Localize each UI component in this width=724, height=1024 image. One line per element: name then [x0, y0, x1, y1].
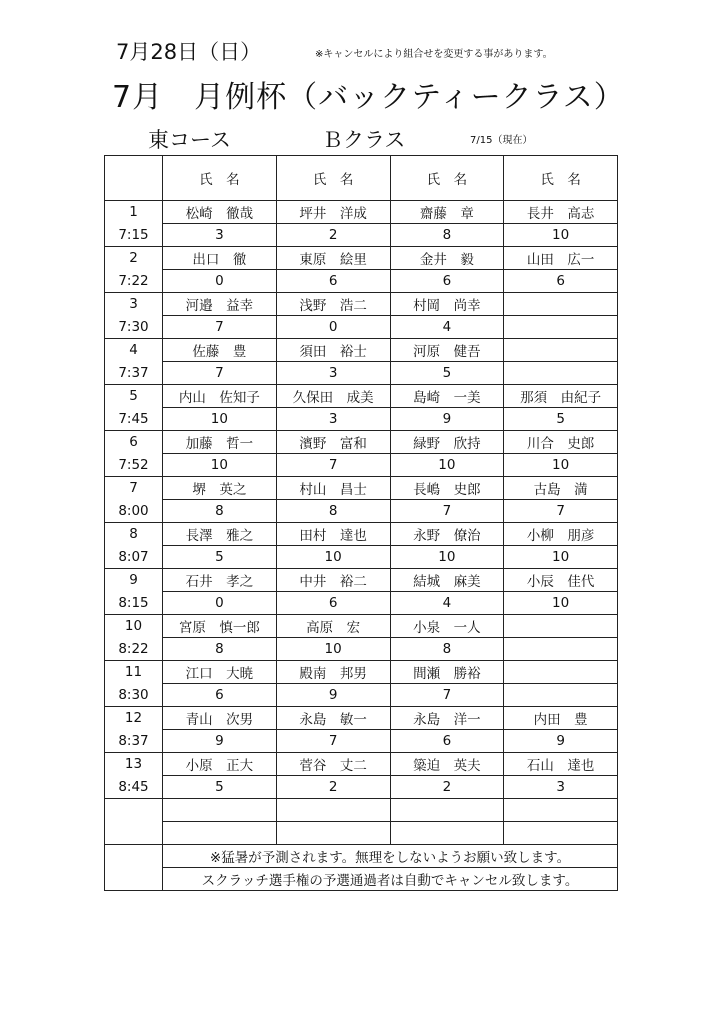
player-name: [504, 293, 618, 316]
group-row-names: [105, 569, 618, 592]
player-name: 中井 裕二: [276, 569, 390, 592]
table-header-row: [105, 156, 618, 201]
group-row-handicaps: [105, 546, 618, 569]
group-number: 9: [105, 569, 163, 592]
group-row-handicaps: [105, 362, 618, 385]
player-handicap: 7: [390, 500, 504, 523]
tee-time: 8:22: [105, 638, 163, 661]
player-handicap: 9: [504, 730, 618, 753]
blank-cell: [504, 822, 618, 845]
blank-cell: [276, 799, 390, 822]
player-name: 江口 大暁: [163, 661, 277, 684]
player-handicap: 10: [504, 546, 618, 569]
event-date: 7月28日（日）: [116, 40, 262, 64]
player-handicap: 8: [163, 638, 277, 661]
group-row-handicaps: [105, 638, 618, 661]
column-header-name: 氏 名: [163, 156, 277, 201]
player-name: 東原 絵里: [276, 247, 390, 270]
blank-cell: [276, 822, 390, 845]
blank-label-cell: [105, 799, 163, 845]
group-number: 1: [105, 201, 163, 224]
group-number: 13: [105, 753, 163, 776]
player-handicap: 10: [504, 454, 618, 477]
player-handicap: 2: [390, 776, 504, 799]
player-handicap: 6: [390, 730, 504, 753]
group-number: 4: [105, 339, 163, 362]
player-name: 簗迫 英夫: [390, 753, 504, 776]
player-handicap: 9: [390, 408, 504, 431]
player-handicap: 10: [163, 454, 277, 477]
column-header-name: 氏 名: [276, 156, 390, 201]
pairing-table: [104, 155, 618, 891]
tee-time: 8:45: [105, 776, 163, 799]
blank-row: [105, 822, 618, 845]
player-name: 青山 次男: [163, 707, 277, 730]
group-row-handicaps: [105, 684, 618, 707]
player-handicap: 3: [504, 776, 618, 799]
player-name: 金井 毅: [390, 247, 504, 270]
group-row-names: [105, 293, 618, 316]
player-handicap: 10: [276, 638, 390, 661]
player-handicap: 8: [276, 500, 390, 523]
player-name: 永島 敏一: [276, 707, 390, 730]
player-handicap: 8: [390, 224, 504, 247]
group-row-handicaps: [105, 316, 618, 339]
player-name: 緑野 欣持: [390, 431, 504, 454]
group-row-handicaps: [105, 270, 618, 293]
player-name: 那須 由紀子: [504, 385, 618, 408]
player-name: 菅谷 丈二: [276, 753, 390, 776]
player-name: 永島 洋一: [390, 707, 504, 730]
group-row-names: [105, 385, 618, 408]
player-handicap: 7: [390, 684, 504, 707]
group-row-names: [105, 247, 618, 270]
player-handicap: 6: [276, 270, 390, 293]
player-name: 殿南 邦男: [276, 661, 390, 684]
player-handicap: 10: [504, 592, 618, 615]
group-row-handicaps: [105, 408, 618, 431]
player-handicap: 2: [276, 776, 390, 799]
player-handicap: 4: [390, 592, 504, 615]
player-name: 小柳 朋彦: [504, 523, 618, 546]
player-name: [504, 339, 618, 362]
footer-label-cell: [105, 845, 163, 891]
group-row-names: [105, 431, 618, 454]
player-name: 村岡 尚幸: [390, 293, 504, 316]
player-handicap: 5: [504, 408, 618, 431]
player-handicap: 5: [163, 776, 277, 799]
class-label: Ｂクラス: [322, 128, 406, 152]
player-name: 松崎 徹哉: [163, 201, 277, 224]
blank-cell: [163, 822, 277, 845]
player-name: 高原 宏: [276, 615, 390, 638]
column-header-name: 氏 名: [504, 156, 618, 201]
header-blank-cell: [105, 156, 163, 201]
player-name: 島崎 一美: [390, 385, 504, 408]
player-name: 宮原 慎一郎: [163, 615, 277, 638]
blank-cell: [504, 799, 618, 822]
blank-cell: [163, 799, 277, 822]
blank-cell: [390, 822, 504, 845]
player-name: 小泉 一人: [390, 615, 504, 638]
group-row-handicaps: [105, 776, 618, 799]
player-name: [504, 615, 618, 638]
player-handicap: [504, 362, 618, 385]
player-handicap: 4: [390, 316, 504, 339]
player-handicap: 0: [163, 592, 277, 615]
player-handicap: 10: [163, 408, 277, 431]
player-name: 浅野 浩二: [276, 293, 390, 316]
page-title: 7月 月例杯（バックティークラス）: [112, 80, 625, 115]
group-row-names: [105, 477, 618, 500]
course-label: 東コース: [148, 128, 231, 152]
player-name: 河原 健吾: [390, 339, 504, 362]
player-name: 長井 高志: [504, 201, 618, 224]
tee-time: 8:30: [105, 684, 163, 707]
player-name: 須田 裕士: [276, 339, 390, 362]
player-handicap: 5: [390, 362, 504, 385]
tee-time: 7:45: [105, 408, 163, 431]
group-number: 12: [105, 707, 163, 730]
player-handicap: 3: [163, 224, 277, 247]
player-name: 結城 麻美: [390, 569, 504, 592]
blank-cell: [390, 799, 504, 822]
player-handicap: 3: [276, 362, 390, 385]
group-number: 5: [105, 385, 163, 408]
player-handicap: 6: [276, 592, 390, 615]
footer-row: [105, 845, 618, 868]
player-handicap: 7: [163, 362, 277, 385]
group-number: 7: [105, 477, 163, 500]
player-name: 出口 徹: [163, 247, 277, 270]
player-handicap: 9: [276, 684, 390, 707]
player-name: 石山 達也: [504, 753, 618, 776]
player-handicap: [504, 684, 618, 707]
group-row-handicaps: [105, 730, 618, 753]
player-name: 古島 満: [504, 477, 618, 500]
blank-row: [105, 799, 618, 822]
player-handicap: 10: [390, 546, 504, 569]
group-row-names: [105, 661, 618, 684]
player-name: 川合 史郎: [504, 431, 618, 454]
player-name: 山田 広一: [504, 247, 618, 270]
player-handicap: 6: [504, 270, 618, 293]
as-of-date: 7/15（現在）: [470, 135, 533, 146]
group-row-names: [105, 615, 618, 638]
player-name: 長嶋 史郎: [390, 477, 504, 500]
player-handicap: 7: [276, 730, 390, 753]
cancellation-note: ※キャンセルにより組合せを変更する事があります。: [315, 49, 553, 60]
group-row-handicaps: [105, 500, 618, 523]
player-name: 小原 正大: [163, 753, 277, 776]
player-handicap: [504, 316, 618, 339]
group-number: 6: [105, 431, 163, 454]
group-row-names: [105, 707, 618, 730]
player-name: 村山 昌士: [276, 477, 390, 500]
tee-time: 7:30: [105, 316, 163, 339]
player-name: 加藤 哲一: [163, 431, 277, 454]
player-name: [504, 661, 618, 684]
player-handicap: 6: [390, 270, 504, 293]
player-handicap: 0: [163, 270, 277, 293]
group-number: 2: [105, 247, 163, 270]
player-handicap: 8: [163, 500, 277, 523]
tee-time: 7:15: [105, 224, 163, 247]
player-name: 間瀬 勝裕: [390, 661, 504, 684]
player-handicap: 5: [163, 546, 277, 569]
player-name: 小辰 佳代: [504, 569, 618, 592]
player-name: 河邉 益幸: [163, 293, 277, 316]
player-name: 内山 佐知子: [163, 385, 277, 408]
group-row-handicaps: [105, 454, 618, 477]
player-handicap: [504, 638, 618, 661]
player-handicap: 9: [163, 730, 277, 753]
footer-row: [105, 868, 618, 891]
player-handicap: 10: [504, 224, 618, 247]
group-row-names: [105, 339, 618, 362]
group-row-names: [105, 753, 618, 776]
player-handicap: 8: [390, 638, 504, 661]
group-row-names: [105, 523, 618, 546]
pairing-table-body: [105, 156, 618, 891]
player-name: 濱野 富和: [276, 431, 390, 454]
group-row-handicaps: [105, 592, 618, 615]
player-name: 永野 僚治: [390, 523, 504, 546]
player-name: 坪井 洋成: [276, 201, 390, 224]
qualifier-cancel-note: スクラッチ選手権の予選通過者は自動でキャンセル致します。: [163, 868, 618, 891]
group-number: 3: [105, 293, 163, 316]
tee-time: 8:37: [105, 730, 163, 753]
player-handicap: 10: [276, 546, 390, 569]
player-name: 久保田 成美: [276, 385, 390, 408]
tee-time: 8:00: [105, 500, 163, 523]
group-number: 10: [105, 615, 163, 638]
player-handicap: 7: [504, 500, 618, 523]
tee-time: 7:37: [105, 362, 163, 385]
player-name: 内田 豊: [504, 707, 618, 730]
player-handicap: 7: [163, 316, 277, 339]
column-header-name: 氏 名: [390, 156, 504, 201]
player-handicap: 3: [276, 408, 390, 431]
player-name: 田村 達也: [276, 523, 390, 546]
player-handicap: 2: [276, 224, 390, 247]
group-row-names: [105, 201, 618, 224]
tee-time: 7:52: [105, 454, 163, 477]
player-name: 長澤 雅之: [163, 523, 277, 546]
player-handicap: 0: [276, 316, 390, 339]
group-number: 8: [105, 523, 163, 546]
player-name: 佐藤 豊: [163, 339, 277, 362]
player-name: 堺 英之: [163, 477, 277, 500]
player-name: 石井 孝之: [163, 569, 277, 592]
player-name: 齋藤 章: [390, 201, 504, 224]
heat-warning-note: ※猛暑が予測されます。無理をしないようお願い致します。: [163, 845, 618, 868]
player-handicap: 10: [390, 454, 504, 477]
group-row-handicaps: [105, 224, 618, 247]
tee-time: 8:15: [105, 592, 163, 615]
tee-time: 7:22: [105, 270, 163, 293]
player-handicap: 6: [163, 684, 277, 707]
tee-time: 8:07: [105, 546, 163, 569]
group-number: 11: [105, 661, 163, 684]
player-handicap: 7: [276, 454, 390, 477]
